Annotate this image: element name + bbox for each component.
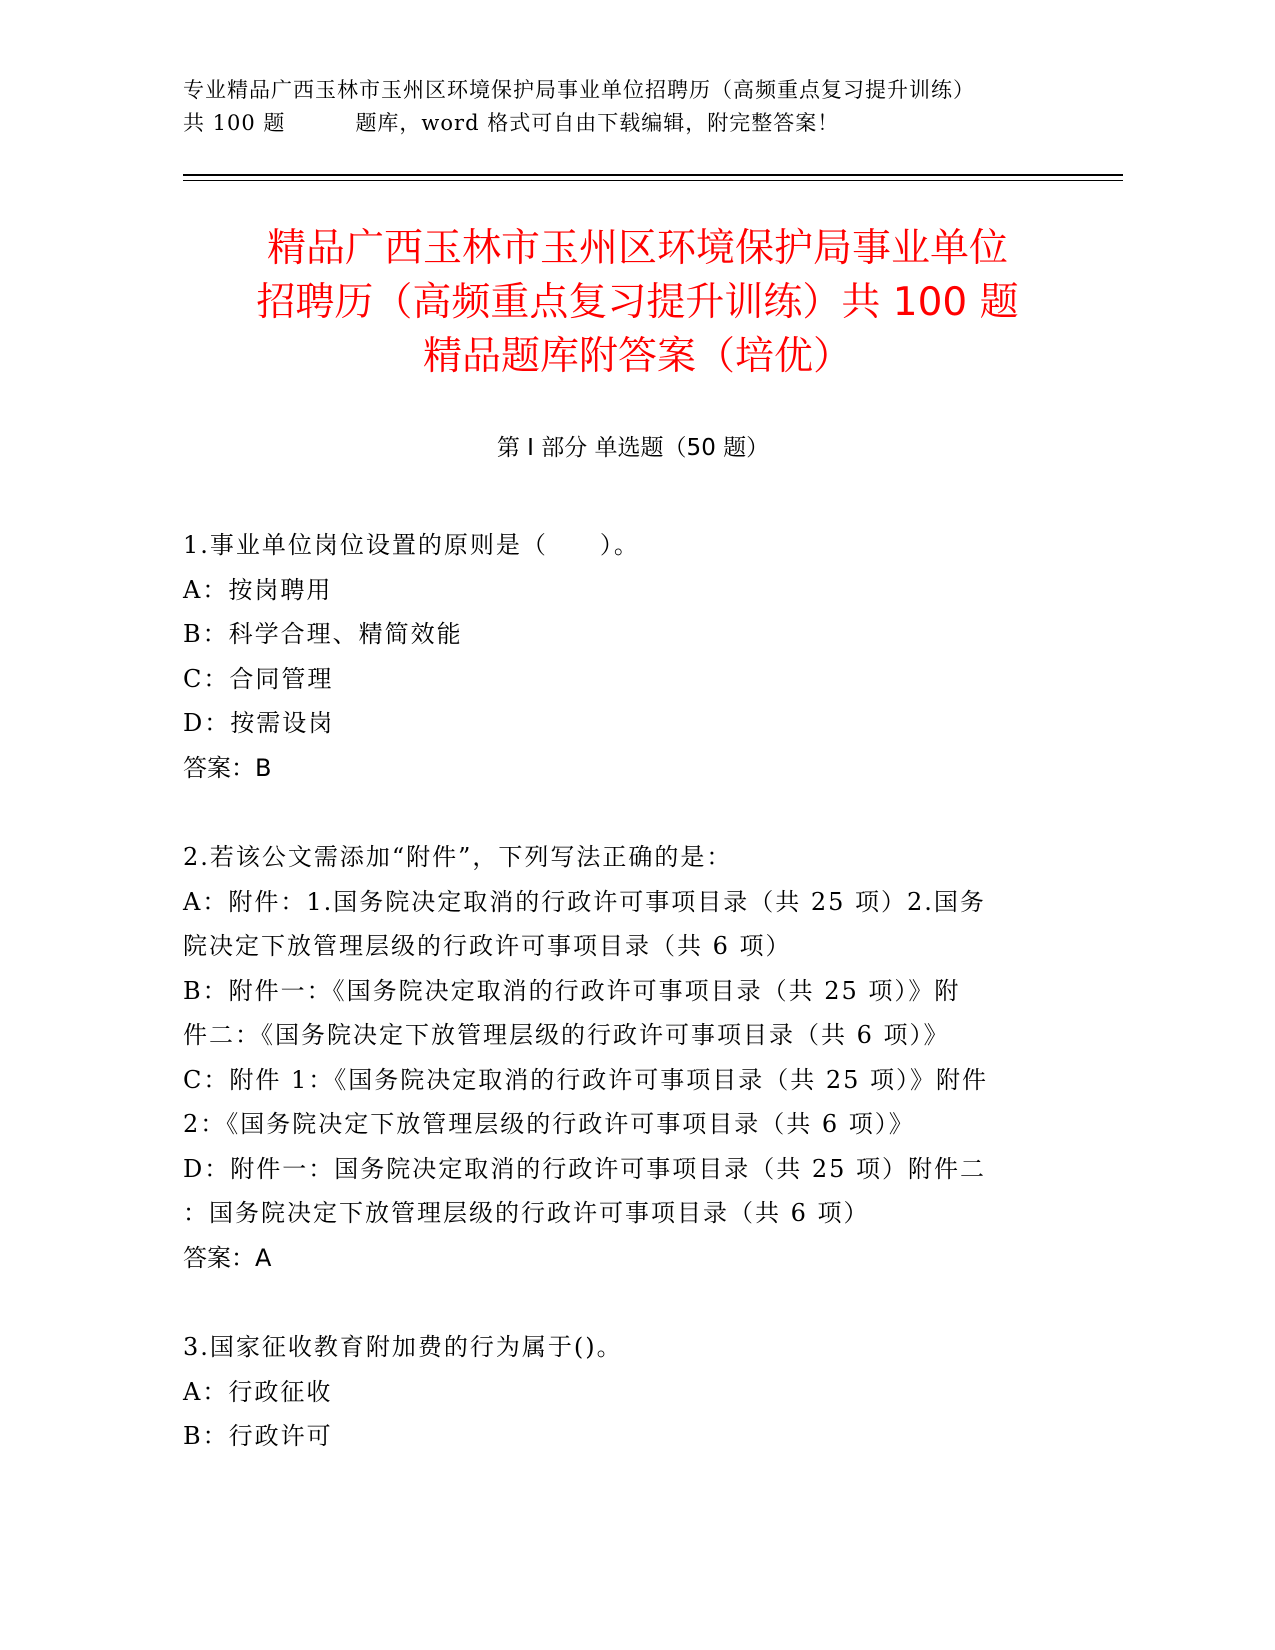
option-a: A：行政征收: [183, 1377, 333, 1406]
option-c: C：合同管理: [183, 664, 334, 693]
document-title: [170, 222, 1105, 384]
answer: 答案：A: [183, 1243, 272, 1272]
header-line-2: [183, 107, 1063, 140]
question-2: [183, 835, 1053, 1280]
question-list: [183, 523, 1053, 1504]
option-d-line-1: D：附件一：国务院决定取消的行政许可事项目录（共 25 项）附件二: [183, 1154, 987, 1183]
option-a-line-2: 院决定下放管理层级的行政许可事项目录（共 6 项）: [183, 932, 792, 960]
question-stem: 1.事业单位岗位设置的原则是（ ）。: [183, 531, 640, 559]
option-b: B：科学合理、精简效能: [183, 620, 463, 648]
header-question-count: 共 100 题: [183, 111, 286, 135]
title-line-1: 精品广西玉林市玉州区环境保护局事业单位: [266, 226, 1008, 271]
section-heading: 第 I 部分 单选题（50 题）: [496, 435, 770, 461]
header-description: 题库，word 格式可自由下载编辑，附完整答案！: [355, 111, 840, 135]
answer: 答案：B: [183, 753, 272, 782]
header-divider-thin: [183, 180, 1123, 181]
page-header: [183, 74, 1063, 140]
option-c-line-1: C：附件 1：《国务院决定取消的行政许可事项目录（共 25 项）》附件: [183, 1065, 989, 1094]
header-divider-thick: [183, 174, 1123, 176]
question-3: [183, 1325, 1053, 1459]
question-stem: 2.若该公文需添加“附件”，下列写法正确的是：: [183, 843, 733, 871]
header-line-1: 专业精品广西玉林市玉州区环境保护局事业单位招聘历（高频重点复习提升训练）: [183, 78, 975, 102]
title-line-3: 精品题库附答案（培优）: [422, 334, 852, 379]
option-d-line-2: ：国务院决定下放管理层级的行政许可事项目录（共 6 项）: [183, 1199, 870, 1227]
title-line-2: 招聘历（高频重点复习提升训练）共 100 题: [256, 280, 1019, 325]
question-1: [183, 523, 1053, 790]
option-b-line-1: B：附件一：《国务院决定取消的行政许可事项目录（共 25 项）》附: [183, 976, 961, 1005]
question-stem: 3.国家征收教育附加费的行为属于()。: [183, 1333, 623, 1361]
option-b: B：行政许可: [183, 1422, 333, 1450]
option-a-line-1: A：附件：1.国务院决定取消的行政许可事项目录（共 25 项）2.国务: [183, 887, 986, 916]
option-c-line-2: 2：《国务院决定下放管理层级的行政许可事项目录（共 6 项）》: [183, 1110, 915, 1138]
option-d: D：按需设岗: [183, 709, 335, 737]
option-b-line-2: 件二：《国务院决定下放管理层级的行政许可事项目录（共 6 项）》: [183, 1021, 950, 1049]
option-a: A：按岗聘用: [183, 575, 333, 604]
